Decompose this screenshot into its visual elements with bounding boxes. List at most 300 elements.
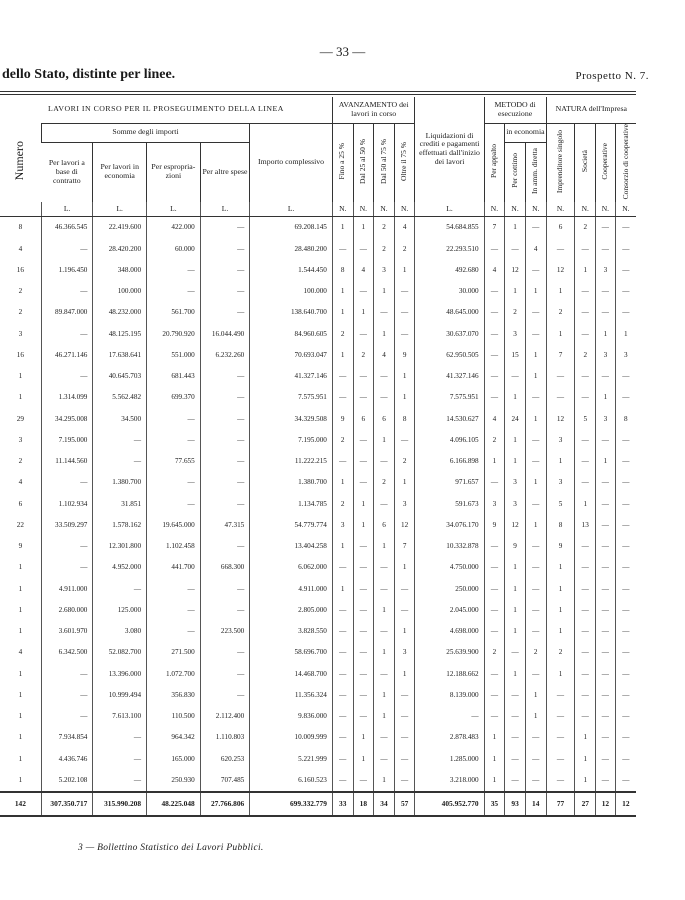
table-cell: — xyxy=(615,536,636,557)
table-row xyxy=(0,557,636,578)
table-row xyxy=(0,281,636,302)
table-cell: 52.082.700 xyxy=(93,642,147,663)
table-cell: — xyxy=(575,323,596,344)
table-cell: — xyxy=(200,536,250,557)
table-cell: — xyxy=(332,769,353,791)
table-cell: — xyxy=(484,472,505,493)
table-cell: 1 xyxy=(332,536,353,557)
table-cell: 1 xyxy=(18,669,23,678)
table-cell: 1 xyxy=(596,387,616,408)
table-cell: 34.295.008 xyxy=(41,408,93,429)
table-row xyxy=(0,769,636,791)
table-cell: — xyxy=(615,238,636,259)
table-row xyxy=(0,621,636,642)
table-cell: 3 xyxy=(596,259,616,280)
table-cell: — xyxy=(374,387,395,408)
table-cell: 58.696.700 xyxy=(250,642,333,663)
table-cell: 6.062.000 xyxy=(250,557,333,578)
table-cell: 1 xyxy=(546,557,575,578)
table-cell: — xyxy=(525,727,546,748)
table-cell: 22.293.510 xyxy=(415,238,484,259)
table-cell: — xyxy=(525,748,546,769)
header-liquidazioni: Liquidazioni di crediti e pagamenti effettuati dall'inizio dei lavori xyxy=(415,97,484,202)
table-cell: 3 xyxy=(596,344,616,365)
table-cell: — xyxy=(596,599,616,620)
table-cell: 1 xyxy=(484,769,505,791)
table-cell: 3.601.970 xyxy=(41,621,93,642)
table-cell: 60.000 xyxy=(147,238,201,259)
table-cell: 1 xyxy=(505,599,526,620)
table-cell: — xyxy=(575,238,596,259)
table-cell: 1 xyxy=(332,472,353,493)
table-cell: 1 xyxy=(394,259,415,280)
table-cell: — xyxy=(484,684,505,705)
table-cell: 1 xyxy=(505,387,526,408)
header-in-economia: in economia xyxy=(505,123,546,142)
table-cell: 9 xyxy=(484,514,505,535)
table-cell: 1 xyxy=(505,578,526,599)
table-row xyxy=(0,536,636,557)
table-cell: 1 xyxy=(18,712,23,721)
table-cell: — xyxy=(332,366,353,387)
table-cell: 1 xyxy=(18,393,23,402)
table-cell: 6.342.500 xyxy=(41,642,93,663)
table-cell: 1 xyxy=(505,451,526,472)
page-number: — 33 — xyxy=(319,44,366,59)
table-cell: — xyxy=(147,259,201,280)
total-cell: 307.350.717 xyxy=(41,792,93,816)
unit-cell: N. xyxy=(596,202,616,217)
table-cell: 2 xyxy=(394,238,415,259)
table-cell: 100.000 xyxy=(93,281,147,302)
table-cell: 223.500 xyxy=(200,621,250,642)
table-cell: 10.999.494 xyxy=(93,684,147,705)
table-cell: 2 xyxy=(374,472,395,493)
header-espropriazioni: Per espropria- zioni xyxy=(147,142,201,202)
table-cell: 3 xyxy=(394,642,415,663)
table-cell: 2 xyxy=(505,302,526,323)
table-cell: 1 xyxy=(394,366,415,387)
table-cell: — xyxy=(200,216,250,238)
table-cell: 2 xyxy=(18,287,23,296)
table-cell: — xyxy=(546,684,575,705)
table-cell: 3 xyxy=(505,472,526,493)
table-cell: 1 xyxy=(353,216,374,238)
table-cell: 1 xyxy=(505,557,526,578)
header-fino-25: Fino a 25 % xyxy=(332,123,353,202)
unit-cell: N. xyxy=(394,202,415,217)
total-cell: 57 xyxy=(394,792,415,816)
table-cell: 6.166.898 xyxy=(415,451,484,472)
table-cell: 4 xyxy=(18,648,23,657)
table-cell: 2 xyxy=(332,493,353,514)
table-cell: 1 xyxy=(484,727,505,748)
table-cell: — xyxy=(484,536,505,557)
table-cell: 10.332.878 xyxy=(415,536,484,557)
table-row xyxy=(0,344,636,365)
table-cell: 1 xyxy=(18,584,23,593)
table-row xyxy=(0,663,636,684)
table-cell: — xyxy=(394,599,415,620)
table-cell: 7.575.951 xyxy=(415,387,484,408)
table-cell: — xyxy=(353,599,374,620)
table-cell: — xyxy=(615,514,636,535)
table-cell: — xyxy=(394,769,415,791)
table-cell: 2 xyxy=(18,457,23,466)
table-cell: 1 xyxy=(374,684,395,705)
table-cell: — xyxy=(41,557,93,578)
unit-cell: N. xyxy=(615,202,636,217)
table-row xyxy=(0,472,636,493)
table-cell: 12 xyxy=(505,259,526,280)
header-a-base: Per lavori a base di contratto xyxy=(41,142,93,202)
header-avanzamento: AVANZAMENTO dei lavori in corso xyxy=(332,97,415,123)
total-cell: 405.952.770 xyxy=(415,792,484,816)
table-cell: 964.342 xyxy=(147,727,201,748)
table-cell: 28.480.200 xyxy=(250,238,333,259)
table-cell: — xyxy=(575,472,596,493)
table-cell: — xyxy=(505,748,526,769)
table-cell: 2 xyxy=(484,642,505,663)
header-lavori-in-corso: LAVORI IN CORSO PER IL PROSEGUIMENTO DELLA LINEA xyxy=(48,104,284,114)
table-cell: 492.680 xyxy=(415,259,484,280)
table-cell: — xyxy=(484,557,505,578)
table-cell: — xyxy=(374,493,395,514)
total-cell: 35 xyxy=(484,792,505,816)
table-cell: — xyxy=(505,684,526,705)
table-cell: 1 xyxy=(374,536,395,557)
table-cell: — xyxy=(93,727,147,748)
table-cell: — xyxy=(525,216,546,238)
table-cell: 1.578.162 xyxy=(93,514,147,535)
table-cell: 110.500 xyxy=(147,706,201,727)
table-cell: 1 xyxy=(353,748,374,769)
table-cell: 1 xyxy=(546,599,575,620)
table-cell: 3.828.550 xyxy=(250,621,333,642)
table-cell: 7.613.100 xyxy=(93,706,147,727)
table-cell: 34.076.170 xyxy=(415,514,484,535)
table-cell: 2.680.000 xyxy=(41,599,93,620)
table-cell: 1 xyxy=(18,627,23,636)
table-cell: — xyxy=(575,366,596,387)
table-cell: 7 xyxy=(394,536,415,557)
table-cell: — xyxy=(41,281,93,302)
table-cell: 5.562.482 xyxy=(93,387,147,408)
table-cell: 70.693.047 xyxy=(250,344,333,365)
table-cell: 1 xyxy=(525,514,546,535)
table-row xyxy=(0,366,636,387)
table-cell: 3 xyxy=(596,408,616,429)
unit-cell xyxy=(0,202,41,217)
table-cell: 1 xyxy=(353,514,374,535)
table-cell: — xyxy=(484,281,505,302)
table-cell: — xyxy=(147,599,201,620)
table-cell: — xyxy=(200,451,250,472)
table-cell: 30.000 xyxy=(415,281,484,302)
table-cell: — xyxy=(615,259,636,280)
table-cell: 3 xyxy=(615,344,636,365)
table-cell: — xyxy=(394,429,415,450)
table-cell: — xyxy=(394,323,415,344)
table-cell: — xyxy=(575,302,596,323)
table-cell: 29 xyxy=(16,414,24,423)
table-cell: — xyxy=(575,706,596,727)
table-row xyxy=(0,451,636,472)
table-cell: 47.315 xyxy=(200,514,250,535)
table-cell: — xyxy=(374,621,395,642)
table-cell: — xyxy=(200,578,250,599)
table-cell: 13 xyxy=(575,514,596,535)
table-cell: — xyxy=(596,238,616,259)
table-cell: — xyxy=(575,429,596,450)
unit-cell: L. xyxy=(415,202,484,217)
table-cell: 34.329.508 xyxy=(250,408,333,429)
table-cell: — xyxy=(200,472,250,493)
table-cell: — xyxy=(525,429,546,450)
table-cell: — xyxy=(353,238,374,259)
header-numero: Numero xyxy=(12,141,27,181)
table-cell: 2 xyxy=(374,216,395,238)
table-cell: 1.196.450 xyxy=(41,259,93,280)
table-cell: — xyxy=(596,216,616,238)
total-cell: 27 xyxy=(575,792,596,816)
total-cell: 33 xyxy=(332,792,353,816)
table-cell: 12 xyxy=(394,514,415,535)
table-cell: 20.790.920 xyxy=(147,323,201,344)
table-cell: — xyxy=(484,344,505,365)
table-cell: 24 xyxy=(505,408,526,429)
table-cell: — xyxy=(596,429,616,450)
table-cell: — xyxy=(615,216,636,238)
table-cell: 25.639.900 xyxy=(415,642,484,663)
table-cell: — xyxy=(525,599,546,620)
table-cell: — xyxy=(484,323,505,344)
table-cell: 1 xyxy=(525,366,546,387)
table-cell: — xyxy=(505,727,526,748)
table-cell: — xyxy=(41,238,93,259)
table-row xyxy=(0,684,636,705)
table-cell: — xyxy=(575,578,596,599)
table-cell: — xyxy=(596,769,616,791)
table-cell: 7.195.000 xyxy=(250,429,333,450)
table-cell: — xyxy=(353,451,374,472)
table-row xyxy=(0,642,636,663)
table-cell: 34.500 xyxy=(93,408,147,429)
table-cell: 2 xyxy=(525,642,546,663)
table-cell: 2 xyxy=(332,323,353,344)
table-cell: 1 xyxy=(575,493,596,514)
table-cell: — xyxy=(525,557,546,578)
table-cell: 7 xyxy=(546,344,575,365)
table-cell: — xyxy=(525,769,546,791)
table-cell: 348.000 xyxy=(93,259,147,280)
table-cell: 33.509.297 xyxy=(41,514,93,535)
table-cell: — xyxy=(147,408,201,429)
header-title: dello Stato, distinte per linee. xyxy=(2,67,176,82)
table-cell: — xyxy=(484,387,505,408)
total-cell: 77 xyxy=(546,792,575,816)
units-row xyxy=(0,202,636,217)
table-cell: 69.208.145 xyxy=(250,216,333,238)
table-cell: 40.645.703 xyxy=(93,366,147,387)
unit-cell: L. xyxy=(250,202,333,217)
table-cell: 4.750.000 xyxy=(415,557,484,578)
total-cell: 142 xyxy=(0,792,41,816)
table-cell: 13.404.258 xyxy=(250,536,333,557)
table-cell: — xyxy=(596,642,616,663)
table-cell: — xyxy=(332,684,353,705)
table-cell: 2.805.000 xyxy=(250,599,333,620)
total-cell: 18 xyxy=(353,792,374,816)
unit-cell: N. xyxy=(525,202,546,217)
table-cell: 3 xyxy=(394,493,415,514)
table-cell: — xyxy=(332,599,353,620)
table-cell: — xyxy=(596,472,616,493)
table-cell: 16 xyxy=(16,350,24,359)
table-cell: — xyxy=(374,366,395,387)
table-cell: — xyxy=(484,578,505,599)
table-cell: 1 xyxy=(596,451,616,472)
table-cell: — xyxy=(525,578,546,599)
table-cell: — xyxy=(615,663,636,684)
table-cell: 84.960.605 xyxy=(250,323,333,344)
table-cell: — xyxy=(332,642,353,663)
table-cell: 11.356.324 xyxy=(250,684,333,705)
table-cell: 41.327.146 xyxy=(250,366,333,387)
table-cell: — xyxy=(525,536,546,557)
table-cell: 1 xyxy=(575,769,596,791)
table-cell: 6 xyxy=(374,408,395,429)
header-natura: NATURA dell'Impresa xyxy=(546,97,636,123)
table-cell: — xyxy=(332,238,353,259)
total-cell: 48.225.048 xyxy=(147,792,201,816)
table-cell: 1 xyxy=(374,706,395,727)
table-cell: — xyxy=(200,366,250,387)
table-cell: 6.232.260 xyxy=(200,344,250,365)
table-cell: 668.300 xyxy=(200,557,250,578)
table-cell: — xyxy=(147,493,201,514)
table-cell: 1.544.450 xyxy=(250,259,333,280)
table-cell: — xyxy=(505,769,526,791)
table-cell: 4.911.000 xyxy=(250,578,333,599)
table-cell: 89.847.000 xyxy=(41,302,93,323)
table-cell: 8 xyxy=(615,408,636,429)
table-cell: — xyxy=(615,557,636,578)
table-cell: — xyxy=(615,281,636,302)
table-cell: — xyxy=(596,514,616,535)
table-cell: 1 xyxy=(615,323,636,344)
table-cell: — xyxy=(353,663,374,684)
table-cell: 3 xyxy=(332,514,353,535)
table-cell: — xyxy=(575,642,596,663)
table-cell: 1 xyxy=(546,281,575,302)
table-cell: — xyxy=(200,642,250,663)
table-cell: 7 xyxy=(484,216,505,238)
table-cell: — xyxy=(374,578,395,599)
table-cell: 100.000 xyxy=(250,281,333,302)
table-cell: 1 xyxy=(374,599,395,620)
table-cell: — xyxy=(394,302,415,323)
top-rule-double xyxy=(0,94,636,95)
table-cell: 19.645.000 xyxy=(147,514,201,535)
table-cell: 1 xyxy=(505,216,526,238)
table-cell: 1 xyxy=(546,663,575,684)
table-cell: — xyxy=(596,727,616,748)
table-cell: 14.468.700 xyxy=(250,663,333,684)
table-cell: — xyxy=(596,663,616,684)
table-cell: — xyxy=(575,599,596,620)
table-row xyxy=(0,302,636,323)
table-cell: 4 xyxy=(18,478,23,487)
table-cell: 1 xyxy=(525,706,546,727)
table-cell: 12 xyxy=(546,259,575,280)
table-cell: 10.009.999 xyxy=(250,727,333,748)
table-cell: 3.218.000 xyxy=(415,769,484,791)
table-cell: 17.638.641 xyxy=(93,344,147,365)
table-cell: 28.420.200 xyxy=(93,238,147,259)
table-cell: — xyxy=(147,621,201,642)
table-cell: — xyxy=(505,706,526,727)
table-cell: — xyxy=(353,578,374,599)
table-cell: 2 xyxy=(575,344,596,365)
table-cell: 1.380.700 xyxy=(250,472,333,493)
table-cell: 8 xyxy=(394,408,415,429)
table-cell: 1 xyxy=(18,690,23,699)
table-cell: — xyxy=(394,684,415,705)
table-row xyxy=(0,429,636,450)
table-cell: 4.698.000 xyxy=(415,621,484,642)
table-cell: — xyxy=(596,366,616,387)
table-cell: — xyxy=(596,302,616,323)
table-cell: — xyxy=(332,557,353,578)
table-cell: — xyxy=(353,323,374,344)
table-cell: 3 xyxy=(484,493,505,514)
table-cell: 6.160.523 xyxy=(250,769,333,791)
table-cell: — xyxy=(200,429,250,450)
table-cell: 1 xyxy=(525,281,546,302)
unit-cell: L. xyxy=(41,202,93,217)
header-cooperative: Cooperative xyxy=(596,123,616,202)
table-cell: 3 xyxy=(374,259,395,280)
table-cell: — xyxy=(575,684,596,705)
table-cell: 1.072.700 xyxy=(147,663,201,684)
table-cell: 551.000 xyxy=(147,344,201,365)
table-cell: 6 xyxy=(353,408,374,429)
unit-cell: N. xyxy=(374,202,395,217)
table-cell: 1 xyxy=(18,775,23,784)
table-cell: 1 xyxy=(546,621,575,642)
table-cell: — xyxy=(93,429,147,450)
unit-cell: N. xyxy=(484,202,505,217)
table-cell: 1.102.458 xyxy=(147,536,201,557)
table-cell: — xyxy=(596,706,616,727)
header-metodo: METODO di esecuzione xyxy=(484,97,546,123)
table-cell: — xyxy=(374,663,395,684)
table-cell: 3 xyxy=(505,493,526,514)
total-cell: 12 xyxy=(596,792,616,816)
table-cell: 422.000 xyxy=(147,216,201,238)
data-table xyxy=(0,97,636,817)
table-cell: — xyxy=(546,238,575,259)
table-cell: 12 xyxy=(505,514,526,535)
table-cell: — xyxy=(394,706,415,727)
table-cell: 1.285.000 xyxy=(415,748,484,769)
table-cell: — xyxy=(615,684,636,705)
table-cell: 15 xyxy=(505,344,526,365)
table-body xyxy=(0,216,636,791)
table-cell: 1 xyxy=(353,727,374,748)
table-cell: 77.655 xyxy=(147,451,201,472)
